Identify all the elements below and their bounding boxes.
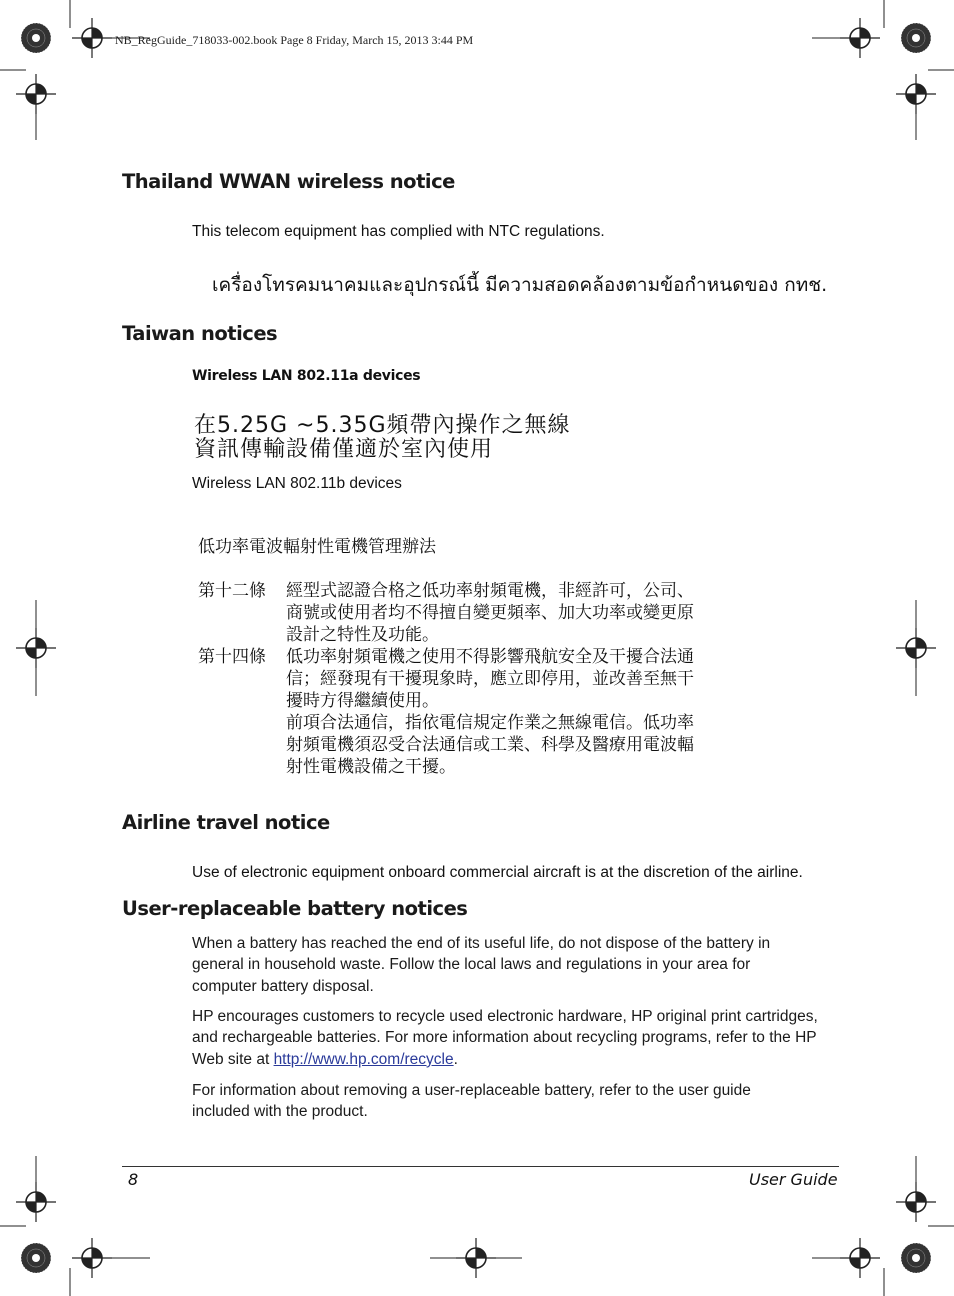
- airline-heading: Airline travel notice: [122, 811, 330, 834]
- corner-marks-bottom: [0, 1226, 954, 1296]
- battery-heading: User-replaceable battery notices: [122, 897, 468, 920]
- regulation-title: 低功率電波輻射性電機管理辦法: [198, 537, 436, 557]
- registration-mark-icon: [72, 1238, 112, 1278]
- battery-para-2: [192, 1006, 842, 1070]
- article-14-line: 前項合法通信，指依電信規定作業之無線電信。低功率: [286, 713, 694, 733]
- wlan-a-label: Wireless LAN 802.11a devices: [192, 368, 421, 384]
- battery-para-3: For information about removing a user-replaceable battery, refer to the user guide included with the product.: [192, 1082, 751, 1121]
- footer-title: User Guide: [749, 1170, 838, 1189]
- article-12-label: 第十二條: [198, 581, 266, 601]
- article-14-line: 射性電機設備之干擾。: [286, 757, 456, 777]
- print-slug: NB_RegGuide_718033-002.book Page 8 Friday, March 15, 2013 3:44 PM: [115, 33, 474, 47]
- article-14-line: 射頻電機須忍受合法通信或工業、科學及醫療用電波輻: [286, 735, 694, 755]
- thailand-heading: Thailand WWAN wireless notice: [122, 170, 455, 193]
- registration-target-icon: [21, 1243, 51, 1273]
- registration-target-icon: [901, 23, 931, 53]
- wlan-a-line-1: 在5.25G ~5.35G頻帶內操作之無線: [194, 413, 571, 438]
- recycle-link[interactable]: http://www.hp.com/recycle: [273, 1050, 454, 1068]
- wlan-b-label: Wireless LAN 802.11b devices: [192, 475, 402, 492]
- wlan-a-line-2: 資訊傳輸設備僅適於室內使用: [194, 437, 494, 462]
- battery-para-1: When a battery has reached the end of its useful life, do not dispose of the battery in general in household waste. Follow the local laws and regulations in your area for computer battery disposal.: [192, 935, 771, 995]
- article-14-line: 信；經發現有干擾現象時，應立即停用，並改善至無干: [286, 669, 694, 689]
- registration-mark-icon: [72, 18, 112, 58]
- article-14-line: 低功率射頻電機之使用不得影響飛航安全及干擾合法通: [286, 647, 694, 667]
- battery-para-2-text: HP encourages customers to recycle used electronic hardware, HP original print cartridges, and rechargeable batteries. For more information about recycling programs, refer to the HP Web site at: [192, 1008, 818, 1068]
- wlan-a-statement-image: [194, 414, 571, 462]
- article-12-line: 設計之特性及功能。: [286, 625, 439, 645]
- page-number: 8: [128, 1170, 139, 1189]
- battery-para-2-end: .: [453, 1050, 458, 1068]
- thailand-body: This telecom equipment has complied with NTC regulations.: [192, 222, 605, 240]
- article-14-label: 第十四條: [198, 647, 266, 667]
- article-12-line: 經型式認證合格之低功率射頻電機，非經許可，公司、: [286, 581, 694, 601]
- airline-body: Use of electronic equipment onboard commercial aircraft is at the discretion of the airline.: [192, 863, 803, 881]
- article-14-line: 擾時方得繼續使用。: [286, 691, 439, 711]
- footer-rule: [122, 1166, 839, 1167]
- registration-mark-icon: [840, 18, 880, 58]
- taiwan-heading: Taiwan notices: [122, 322, 278, 345]
- thai-statement-image: เครื่องโทรคมนาคมและอุปกรณ์นี้ มีความสอดคล้องตามข้อกำหนดของ กทช.: [212, 274, 828, 296]
- article-12-line: 商號或使用者均不得擅自變更頻率、加大功率或變更原: [286, 603, 694, 623]
- registration-target-icon: [901, 1243, 931, 1273]
- registration-target-icon: [21, 23, 51, 53]
